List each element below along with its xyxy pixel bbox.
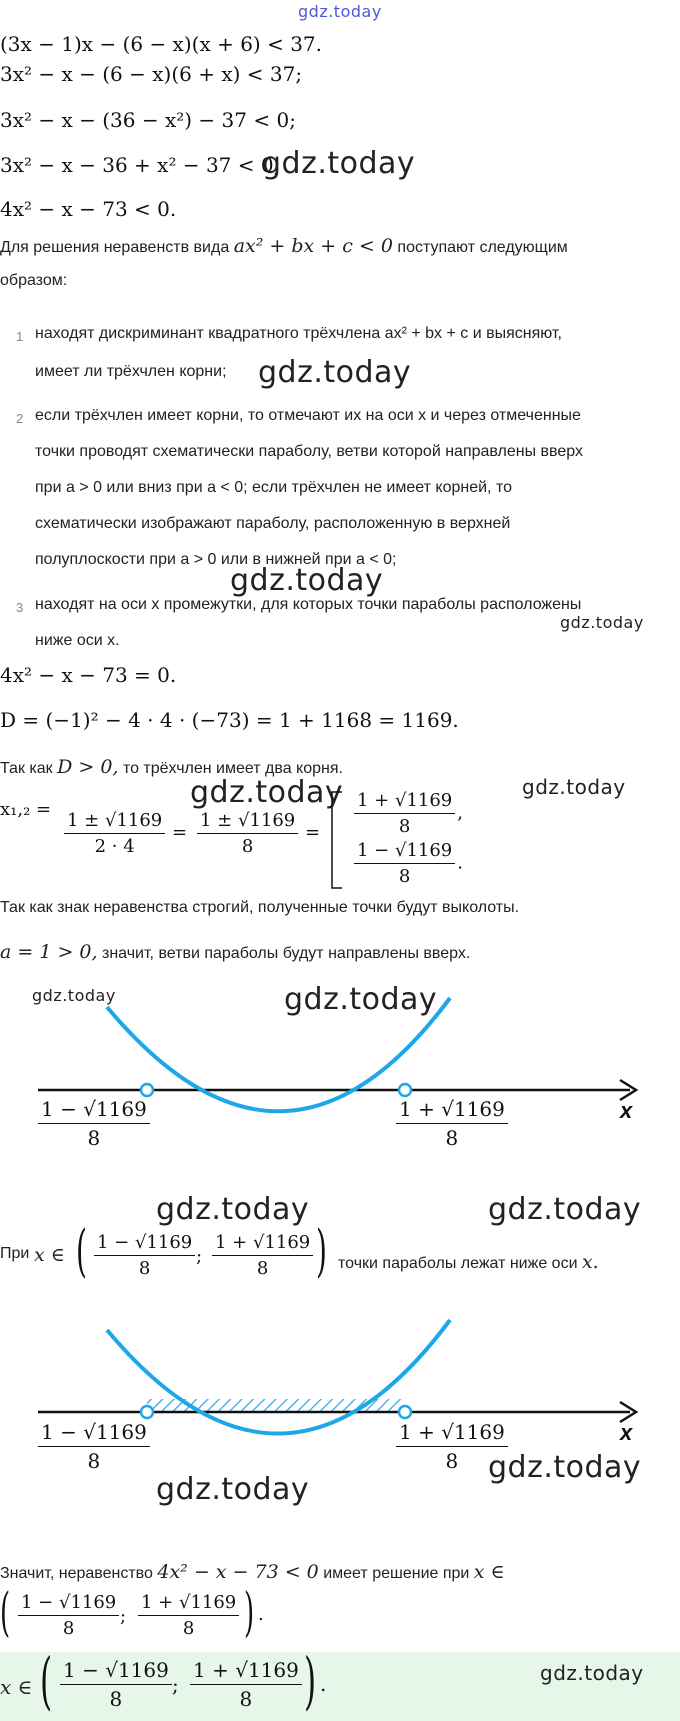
interval-a <box>92 1232 197 1279</box>
two-roots-post: то трёхчлен имеет два корня. <box>122 760 343 777</box>
list-item-2-line-2: точки проводят схематически параболу, ветви которой направлены вверх <box>35 443 583 460</box>
case-2 <box>352 840 463 887</box>
list-item-1-line-2: имеет ли трёхчлен корни; <box>35 363 227 380</box>
case-1-num: 1 + √1169 <box>354 790 455 814</box>
answer-a-den: 8 <box>109 1687 123 1711</box>
parabola-curve <box>107 998 450 1111</box>
watermark: gdz.today <box>190 775 344 810</box>
left-root-den: 8 <box>87 1449 101 1473</box>
list-item-2-line-1: если трёхчлен имеет корни, то отмечают их на оси x и через отмеченные <box>35 407 581 424</box>
answer-sep: ; <box>172 1673 179 1697</box>
list-item-2-line-5: полуплоскости при a > 0 или в нижней при a < 0; <box>35 551 397 568</box>
root-point-right <box>399 1084 411 1096</box>
x-axis-label: x <box>620 1420 633 1445</box>
intro-line-1 <box>0 235 568 257</box>
interval-pre: При <box>0 1245 30 1262</box>
two-roots-pre: Так как <box>0 760 53 777</box>
interval-b-den: 8 <box>256 1258 269 1279</box>
interval-x-in: x ∈ <box>34 1244 65 1266</box>
root-point-left <box>141 1406 153 1418</box>
answer-a-num: 1 − √1169 <box>60 1658 172 1685</box>
conclusion-b <box>136 1592 241 1639</box>
interval-a-num: 1 − √1169 <box>94 1232 195 1256</box>
conclusion-x-in: x ∈ <box>473 1561 505 1583</box>
discriminant: D = (−1)² − 4 · 4 · (−73) = 1 + 1168 = 1169. <box>0 708 459 732</box>
root-point-left <box>141 1084 153 1096</box>
watermark: gdz.today <box>488 1192 642 1227</box>
conclusion-pre: Значит, неравенство <box>0 1565 153 1582</box>
branches-sentence <box>0 941 470 963</box>
step-line-5: 4x² − x − 73 < 0. <box>0 197 177 221</box>
cases-bracket <box>328 790 348 890</box>
left-root-num: 1 − √1169 <box>38 1097 150 1124</box>
graph-left-root <box>36 1097 152 1150</box>
case-2-tail: . <box>457 852 463 874</box>
step-line-3: 3x² − x − (36 − x²) − 37 < 0; <box>0 108 296 132</box>
list-number-3: 3 <box>16 600 24 615</box>
answer-tail: . <box>320 1672 327 1696</box>
watermark: gdz.today <box>488 1450 642 1485</box>
frac-2-num: 1 ± √1169 <box>197 810 298 834</box>
list-item-3-line-1: находят на оси x промежутки, для которых точки параболы расположены <box>35 596 582 613</box>
watermark: gdz.today <box>156 1192 310 1227</box>
step-line-1: (3x − 1)x − (6 − x)(x + 6) < 37. <box>0 32 323 56</box>
strict-note: Так как знак неравенства строгий, полученные точки будут выколоты. <box>0 899 520 916</box>
intro-pre: Для решения неравенств вида <box>0 239 230 256</box>
case-1 <box>352 790 463 837</box>
right-root-num: 1 + √1169 <box>396 1420 508 1447</box>
list-item-2-line-3: при a > 0 или вниз при a < 0; если трёхчлен не имеет корней, то <box>35 479 512 496</box>
list-number-2: 2 <box>16 411 24 426</box>
conclusion-close-paren: ) <box>244 1583 255 1643</box>
frac-2-den: 8 <box>241 836 254 857</box>
conclusion-a-num: 1 − √1169 <box>18 1592 119 1616</box>
conclusion-post: имеет решение при <box>323 1565 470 1582</box>
list-item-3-line-2: ниже оси x. <box>35 632 120 649</box>
frac-1-den: 2 · 4 <box>94 836 135 857</box>
branches-text: значит, ветви параболы будут направлены вверх. <box>102 945 471 962</box>
roots-lhs: x₁,₂ = <box>0 799 52 820</box>
case-2-num: 1 − √1169 <box>354 840 455 864</box>
step-line-2: 3x² − x − (6 − x)(6 + x) < 37; <box>0 62 303 86</box>
list-item-2-line-4: схематически изображают параболу, расположенную в верхней <box>35 515 511 532</box>
conclusion-line-1 <box>0 1561 505 1583</box>
right-root-den: 8 <box>445 1449 459 1473</box>
roots-frac-2 <box>195 810 300 857</box>
answer-open-paren: ( <box>40 1644 53 1717</box>
watermark: gdz.today <box>262 146 416 181</box>
interval-post <box>338 1251 599 1273</box>
root-point-right <box>399 1406 411 1418</box>
answer-a <box>58 1658 174 1711</box>
branches-math: a = 1 > 0, <box>0 941 98 963</box>
list-item-1-line-1: находят дискриминант квадратного трёхчлена ax² + bx + c и выясняют, <box>35 325 562 342</box>
conclusion-a-den: 8 <box>62 1618 75 1639</box>
roots-eq: = <box>172 822 188 843</box>
parabola-curve <box>107 1320 450 1434</box>
conclusion-b-num: 1 + √1169 <box>138 1592 239 1616</box>
left-root-num: 1 − √1169 <box>38 1420 150 1447</box>
conclusion-sep: ; <box>120 1606 127 1627</box>
conclusion-math: 4x² − x − 73 < 0 <box>157 1561 319 1583</box>
interval-b-num: 1 + √1169 <box>212 1232 313 1256</box>
interval-sep: ; <box>196 1246 203 1267</box>
interval-b <box>210 1232 315 1279</box>
answer-b-den: 8 <box>239 1687 253 1711</box>
interval-post-text: точки параболы лежат ниже оси <box>338 1255 578 1272</box>
conclusion-open-paren: ( <box>0 1583 11 1643</box>
step-line-4: 3x² − x − 36 + x² − 37 < 0; <box>0 153 281 177</box>
intro-line-2: образом: <box>0 272 68 289</box>
watermark: gdz.today <box>258 355 412 390</box>
equation: 4x² − x − 73 = 0. <box>0 663 177 687</box>
watermark: gdz.today <box>522 775 626 799</box>
right-root-num: 1 + √1169 <box>396 1097 508 1124</box>
conclusion-tail: . <box>258 1604 264 1625</box>
interval-post-var: x. <box>581 1251 599 1273</box>
watermark: gdz.today <box>560 613 644 632</box>
watermark: gdz.today <box>32 986 116 1005</box>
list-number-1: 1 <box>16 329 24 344</box>
roots-frac-1 <box>62 810 167 857</box>
case-1-den: 8 <box>398 816 411 837</box>
frac-1-num: 1 ± √1169 <box>64 810 165 834</box>
interval-open-paren: ( <box>76 1219 87 1284</box>
interval-close-paren: ) <box>316 1219 327 1284</box>
case-2-den: 8 <box>398 866 411 887</box>
intro-post: поступают следующим <box>397 239 568 256</box>
interval-a-den: 8 <box>138 1258 151 1279</box>
conclusion-a <box>16 1592 121 1639</box>
two-roots-math: D > 0, <box>57 756 119 778</box>
roots-eq-2: = <box>305 822 321 843</box>
graph-left-root <box>36 1420 152 1473</box>
watermark: gdz.today <box>230 563 384 598</box>
answer-b-num: 1 + √1169 <box>190 1658 302 1685</box>
answer-close-paren: ) <box>304 1644 317 1717</box>
conclusion-b-den: 8 <box>182 1618 195 1639</box>
case-1-tail: , <box>457 802 463 824</box>
x-axis-label: x <box>620 1098 633 1123</box>
intro-math: ax² + bx + c < 0 <box>233 235 393 257</box>
graph-right-root <box>394 1097 510 1150</box>
answer-x-in: x ∈ <box>0 1675 33 1699</box>
watermark-top: gdz.today <box>298 2 382 21</box>
left-root-den: 8 <box>87 1126 101 1150</box>
watermark: gdz.today <box>156 1472 310 1507</box>
watermark: gdz.today <box>540 1661 644 1685</box>
watermark: gdz.today <box>284 982 438 1017</box>
right-root-den: 8 <box>445 1126 459 1150</box>
answer-b <box>188 1658 304 1711</box>
